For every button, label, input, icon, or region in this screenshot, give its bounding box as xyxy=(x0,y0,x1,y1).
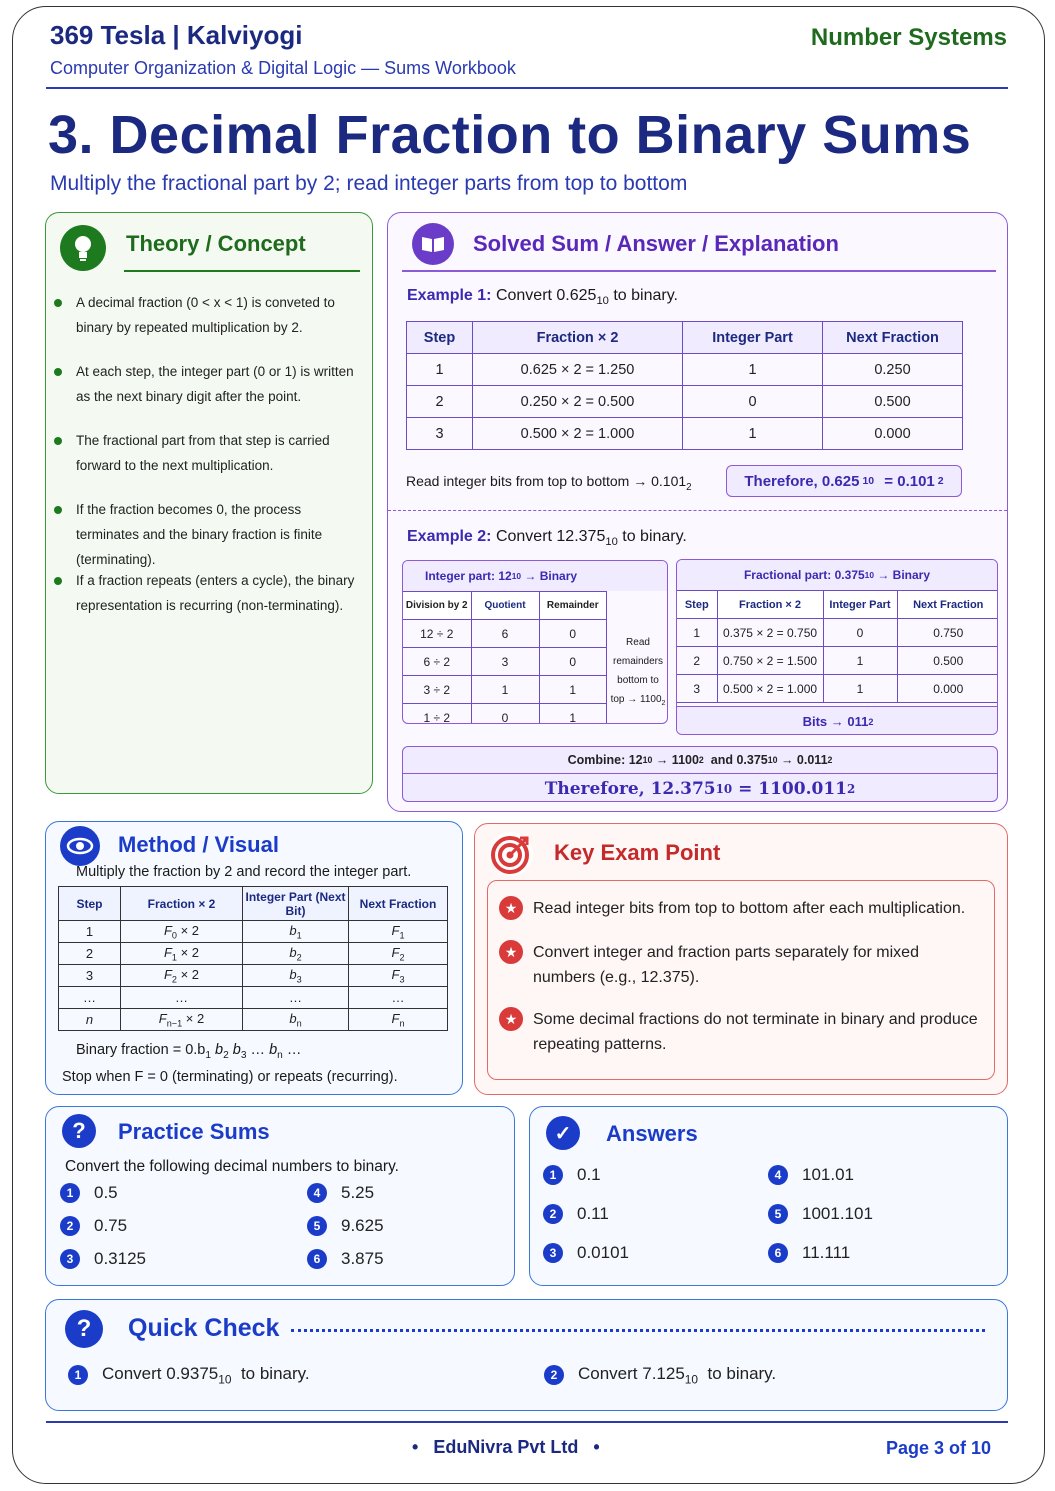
theory-bullet: A decimal fraction (0 < x < 1) is conveted to binary by repeated multiplication by 2. xyxy=(76,290,366,340)
target-icon xyxy=(489,832,533,876)
practice-item: 3 0.3125 xyxy=(60,1249,146,1269)
table-header: Next Fraction xyxy=(823,322,963,354)
answer-item: 5 1001.101 xyxy=(768,1204,873,1224)
answer-item: 1 0.1 xyxy=(543,1165,601,1185)
table-row: 2 $F_1 \times 2$ $b_2$ $F_2$ xyxy=(59,943,448,965)
table-row: 1 $F_0 \times 2$ $b_1$ $F_1$ xyxy=(59,921,448,943)
theory-title-underline xyxy=(124,270,360,272)
bits-label: Bits → 011 2 xyxy=(677,706,998,735)
quick-question: 1 Convert $0.9375_{10}$ to binary. xyxy=(68,1364,310,1386)
check-icon: ✓ xyxy=(546,1116,580,1150)
table-row: … … … … xyxy=(59,987,448,1009)
footer-divider xyxy=(46,1421,1008,1423)
integer-part-box xyxy=(402,560,668,724)
topic-label: Number Systems xyxy=(810,24,1007,51)
page-title: 3. Decimal Fraction to Binary Sums xyxy=(48,105,972,165)
key-point: Some decimal fractions do not terminate in binary and produce repeating patterns. xyxy=(533,1011,978,1053)
key-point: Convert integer and fraction parts separately for mixed numbers (e.g., 12.375). xyxy=(533,944,919,986)
method-desc: Multiply the fraction by 2 and record the integer part. xyxy=(76,864,412,880)
method-card xyxy=(45,821,463,1095)
theory-bullet: The fractional part from that step is carried forward to the next multiplication. xyxy=(76,428,366,478)
table-header: Fraction × 2 xyxy=(473,322,683,354)
fraction-part-title: Fractional part: 0.375 10 → Binary xyxy=(677,560,997,590)
star-icon: ★ xyxy=(499,896,523,920)
header-divider xyxy=(46,87,1008,89)
page-subtitle: Multiply the fractional part by 2; read integer parts from top to bottom xyxy=(50,172,688,195)
quick-question: 2 Convert $7.125_{10}$ to binary. xyxy=(544,1364,776,1386)
footer-company: • EduNivra Pvt Ltd • xyxy=(412,1437,600,1457)
method-title: Method / Visual xyxy=(118,832,279,857)
table-header: Step xyxy=(407,322,473,354)
star-icon: ★ xyxy=(499,1007,523,1031)
solved-title-underline xyxy=(402,270,996,272)
theory-card xyxy=(45,212,373,794)
book-icon xyxy=(412,223,454,265)
theory-title: Theory / Concept xyxy=(126,231,306,256)
example-divider xyxy=(388,510,1007,511)
table-row: 3 0.500 × 2 = 1.000 1 0.000 xyxy=(407,418,963,450)
combine-line: Combine: 12 10 → 1100 2 and 0.375 10 → 0.011 2 xyxy=(403,747,997,774)
combine-box xyxy=(402,746,998,802)
question-icon: ? xyxy=(65,1310,103,1348)
key-exam-title: Key Exam Point xyxy=(554,840,721,865)
answer-item: 3 0.0101 xyxy=(543,1243,629,1263)
table-header: Integer Part xyxy=(683,322,823,354)
practice-item: 5 9.625 xyxy=(307,1216,384,1236)
integer-part-table: Division by 2 Quotient Remainder 12 ÷ 2 6 0 6 ÷ 2 3 0 3 ÷ 2 1 1 1 ÷ 2 0 1 xyxy=(403,591,607,724)
theory-bullet: If the fraction becomes 0, the process terminates and the binary fraction is finite (terminating). xyxy=(76,497,366,572)
practice-title: Practice Sums xyxy=(118,1119,270,1144)
final-answer: Therefore, 12.375 10 = 1100.011 2 xyxy=(544,778,856,799)
eye-icon xyxy=(60,826,100,866)
answer-item: 6 11.111 xyxy=(768,1243,850,1263)
quick-check-dotted-rule xyxy=(291,1329,985,1332)
table-row: 3 $F_2 \times 2$ $b_3$ $F_3$ xyxy=(59,965,448,987)
practice-item: 4 5.25 xyxy=(307,1183,374,1203)
practice-item: 1 0.5 xyxy=(60,1183,118,1203)
example1-result-box: Therefore, 0.625 10 = 0.101 2 xyxy=(726,465,962,497)
integer-read-note: Read remainders bottom to top → $1100_2$ xyxy=(610,637,666,707)
fraction-part-box xyxy=(676,559,998,735)
table-row: n $F_{n-1} \times 2$ $b_n$ $F_n$ xyxy=(59,1009,448,1031)
key-exam-card xyxy=(474,823,1008,1095)
answers-card xyxy=(529,1106,1008,1286)
method-stop: Stop when F = 0 (terminating) or repeats (recurring). xyxy=(62,1069,398,1085)
example2-heading: Example 2: Convert $12.375_{10}$ to binary. xyxy=(407,528,687,549)
example1-heading: Example 1: Convert $0.625_{10}$ to binary. xyxy=(407,287,678,308)
quick-check-card xyxy=(45,1299,1008,1411)
practice-item: 2 0.75 xyxy=(60,1216,127,1236)
answer-item: 4 101.01 xyxy=(768,1165,854,1185)
table-row: 2 0.250 × 2 = 0.500 0 0.500 xyxy=(407,386,963,418)
brand-title: 369 Tesla | Kalviyogi xyxy=(50,20,303,50)
example1-read-note: Read integer bits from top to bottom → $0.101_2$ xyxy=(406,473,692,493)
method-table: Step Fraction × 2 Integer Part (Next Bit) Next Fraction 1 $F_0 \times 2$ $b_1$ $F_1$ 2 $F_1 \times 2$ $b_2$ $F_2$ 3 $F_2 \times 2$ $b_3$ $F_3$ … … … … n $F_{n-1} \times 2$ $b_n$ $F_n$ xyxy=(58,886,448,1031)
integer-part-title: Integer part: 12 10 → Binary xyxy=(403,561,667,591)
solved-card xyxy=(387,212,1008,812)
practice-desc: Convert the following decimal numbers to binary. xyxy=(65,1158,399,1175)
question-icon: ? xyxy=(62,1114,96,1148)
lightbulb-icon xyxy=(60,225,106,271)
method-formula: Binary fraction = $0.b_1$ $b_2$ $b_3$ … $b_n$ … xyxy=(76,1042,302,1061)
example1-table xyxy=(406,321,963,450)
solved-title: Solved Sum / Answer / Explanation xyxy=(473,231,839,256)
theory-bullet: At each step, the integer part (0 or 1) is written as the next binary digit after the point. xyxy=(76,359,366,409)
course-subtitle: Computer Organization & Digital Logic — Sums Workbook xyxy=(50,58,516,78)
quick-check-title: Quick Check xyxy=(128,1314,280,1342)
practice-item: 6 3.875 xyxy=(307,1249,384,1269)
theory-bullet: If a fraction repeats (enters a cycle), the binary representation is recurring (non-terminating). xyxy=(76,568,366,618)
key-point: Read integer bits from top to bottom after each multiplication. xyxy=(533,900,966,917)
answer-item: 2 0.11 xyxy=(543,1204,609,1224)
practice-card xyxy=(45,1106,515,1286)
page-number: Page 3 of 10 xyxy=(886,1438,992,1458)
answers-title: Answers xyxy=(606,1121,698,1146)
table-row: 1 0.625 × 2 = 1.250 1 0.250 xyxy=(407,354,963,386)
fraction-part-table: Step Fraction × 2 Integer Part Next Fraction 1 0.375 × 2 = 0.750 0 0.750 2 0.750 × 2 = 1.500 1 0.500 3 0.500 × 2 = 1.000 1 0.000 xyxy=(677,590,998,703)
star-icon: ★ xyxy=(499,940,523,964)
